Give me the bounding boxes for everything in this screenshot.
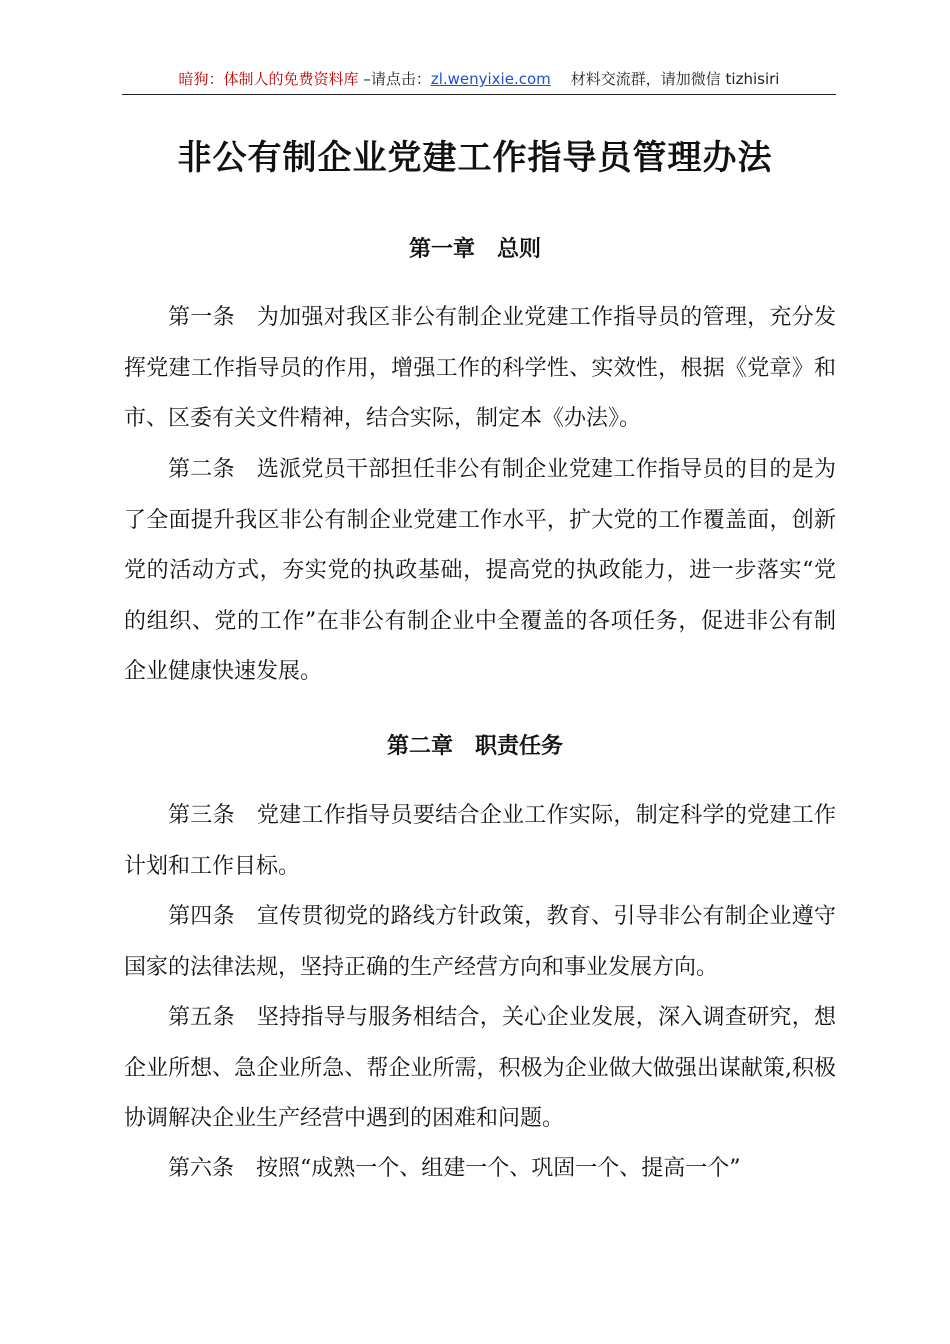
article-text: 党建工作指导员要结合企业工作实际，制定科学的党建工作计划和工作目标。	[124, 803, 836, 879]
article-6	[124, 1144, 836, 1195]
article-2	[124, 445, 836, 698]
article-label: 第一条	[168, 305, 235, 330]
header-click-prompt: –请点击：	[358, 70, 431, 88]
header-link[interactable]: zl.wenyixie.com	[430, 70, 551, 88]
article-text: 选派党员干部担任非公有制企业党建工作指导员的目的是为了全面提升我区非公有制企业党建工作水平，扩大党的工作覆盖面，创新党的活动方式，夯实党的执政基础，提高党的执政能力，进一步落实“党的组织、党的工作”在非公有制企业中全覆盖的各项任务，促进非公有制企业健康快速发展。	[124, 457, 836, 684]
article-text: 为加强对我区非公有制企业党建工作指导员的管理，充分发挥党建工作指导员的作用，增强工作的科学性、实效性，根据《党章》和市、区委有关文件精神，结合实际，制定本《办法》。	[124, 305, 836, 431]
header-site-name: 暗狗：体制人的免费资料库	[178, 70, 359, 88]
article-label: 第五条	[168, 1005, 235, 1030]
article-label: 第六条	[168, 1156, 235, 1181]
document-title: 非公有制企业党建工作指导员管理办法	[177, 138, 773, 178]
article-text: 按照“成熟一个、组建一个、巩固一个、提高一个”	[256, 1156, 741, 1181]
article-label: 第二条	[168, 457, 235, 482]
article-5	[124, 993, 836, 1145]
article-label: 第三条	[168, 803, 235, 828]
chapter-2-heading: 第二章 职责任务	[386, 734, 563, 759]
chapter-1-heading: 第一章 总则	[408, 237, 541, 262]
article-label: 第四条	[168, 904, 235, 929]
page-header	[122, 68, 836, 95]
header-wechat-note: 材料交流群，请加微信 tizhisiri	[570, 70, 780, 88]
article-4	[124, 892, 836, 993]
article-1	[124, 293, 836, 445]
article-text: 宣传贯彻党的路线方针政策，教育、引导非公有制企业遵守国家的法律法规，坚持正确的生产经营方向和事业发展方向。	[124, 904, 836, 980]
article-3	[124, 791, 836, 892]
article-text: 坚持指导与服务相结合，关心企业发展，深入调查研究，想企业所想、急企业所急、帮企业所需，积极为企业做大做强出谋献策,积极协调解决企业生产经营中遇到的困难和问题。	[124, 1005, 836, 1131]
